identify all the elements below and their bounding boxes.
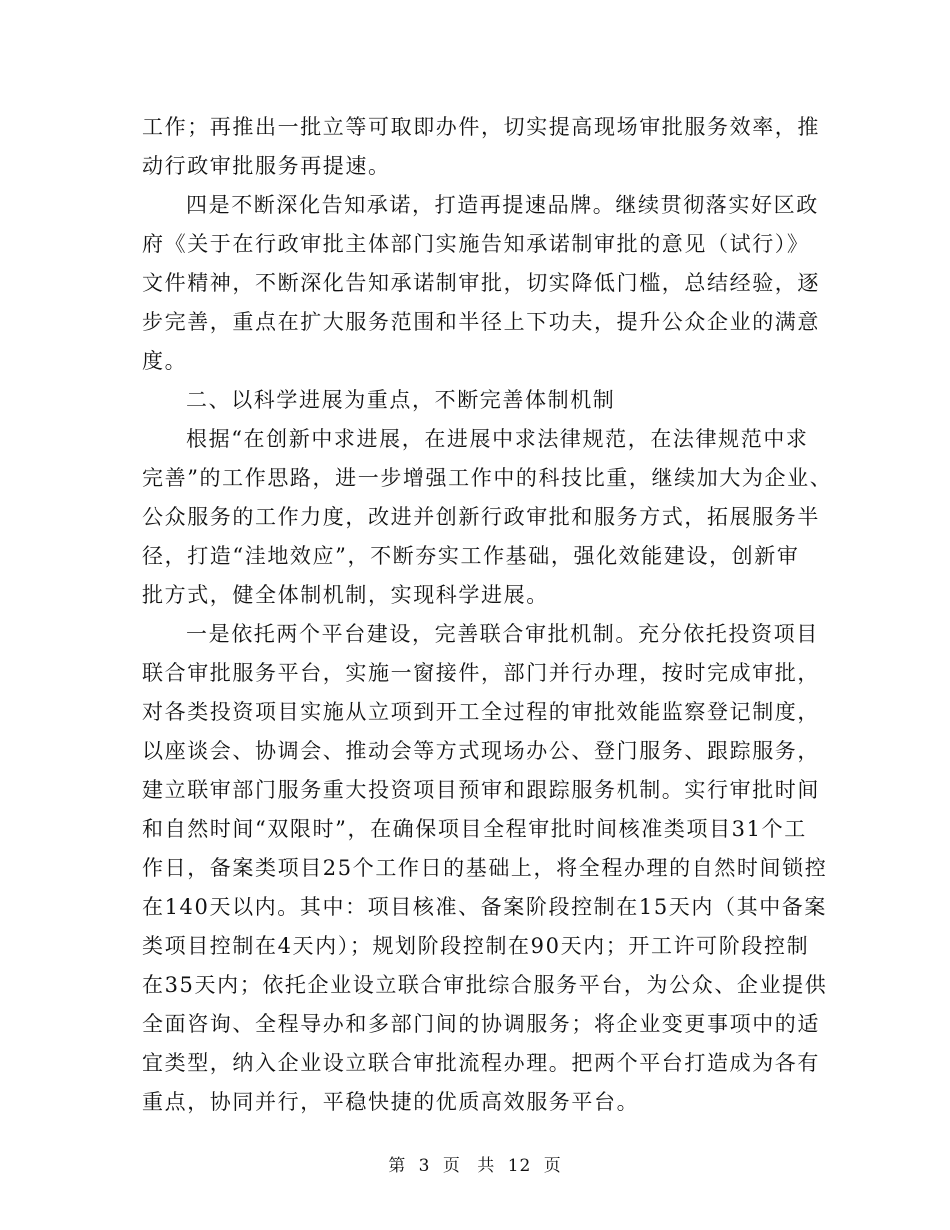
- page-label-suffix: 页: [543, 1156, 562, 1176]
- paragraph-line: 四是不断深化告知承诺，打造再提速品牌。继续贯彻落实好区政: [186, 193, 819, 217]
- paragraph-line: 类项目控制在4天内）；规划阶段控制在90天内；开工许可阶段控制: [142, 934, 810, 958]
- paragraph-line: 对各类投资项目实施从立项到开工全过程的审批效能监察登记制度，: [142, 700, 820, 724]
- paragraph-line: 以座谈会、协调会、推动会等方式现场办公、登门服务、跟踪服务，: [142, 739, 820, 763]
- paragraph-line: 建立联审部门服务重大投资项目预审和跟踪服务机制。实行审批时间: [142, 778, 820, 802]
- current-page-number: 3: [418, 1156, 431, 1176]
- paragraph-line: 批方式，健全体制机制，实现科学进展。: [142, 583, 549, 607]
- total-pages-number: 12: [507, 1156, 532, 1176]
- page-label-prefix: 第: [388, 1156, 407, 1176]
- paragraph-line: 和自然时间“双限时”，在确保项目全程审批时间核准类项目31个工: [142, 817, 807, 841]
- paragraph-line: 重点，协同并行，平稳快捷的优质高效服务平台。: [142, 1090, 640, 1114]
- paragraph-line: 动行政审批服务再提速。: [142, 154, 391, 178]
- paragraph-line: 度。: [142, 349, 188, 373]
- paragraph-line: 根据“在创新中求进展，在进展中求法律规范，在法律规范中求: [186, 427, 809, 451]
- paragraph-line: 作日，备案类项目25个工作日的基础上，将全程办理的自然时间锁控: [142, 856, 828, 880]
- paragraph-line: 径，打造“洼地效应”，不断夯实工作基础，强化效能建设，创新审: [142, 544, 800, 568]
- paragraph-line: 工作；再推出一批立等可取即办件，切实提高现场审批服务效率，推: [142, 115, 820, 139]
- paragraph-line: 联合审批服务平台，实施一窗接件，部门并行办理，按时完成审批，: [142, 661, 820, 685]
- paragraph-line: 在140天以内。其中：项目核准、备案阶段控制在15天内（其中备案: [142, 895, 828, 919]
- paragraph-line: 步完善，重点在扩大服务范围和半径上下功夫，提升公众企业的满意: [142, 310, 820, 334]
- paragraph-line: 公众服务的工作力度，改进并创新行政审批和服务方式，拓展服务半: [142, 505, 820, 529]
- paragraph-line: 在35天内；依托企业设立联合审批综合服务平台，为公众、企业提供: [142, 973, 828, 997]
- paragraph-line: 宜类型，纳入企业设立联合审批流程办理。把两个平台打造成为各有: [142, 1051, 820, 1075]
- total-label: 共: [477, 1156, 496, 1176]
- paragraph-line: 完善”的工作思路，进一步增强工作中的科技比重，继续加大为企业、: [142, 466, 833, 490]
- section-heading: 二、以科学进展为重点，不断完善体制机制: [186, 388, 616, 412]
- paragraph-line: 府《关于在行政审批主体部门实施告知承诺制审批的意见（试行）》: [142, 232, 810, 256]
- paragraph-line: 全面咨询、全程导办和多部门间的协调服务；将企业变更事项中的适: [142, 1012, 820, 1036]
- page-label-mid: 页: [442, 1156, 461, 1176]
- paragraph-line: 文件精神，不断深化告知承诺制审批，切实降低门槛，总结经验，逐: [142, 271, 820, 295]
- paragraph-line: 一是依托两个平台建设，完善联合审批机制。充分依托投资项目: [186, 622, 819, 646]
- page-footer: [0, 1154, 950, 1178]
